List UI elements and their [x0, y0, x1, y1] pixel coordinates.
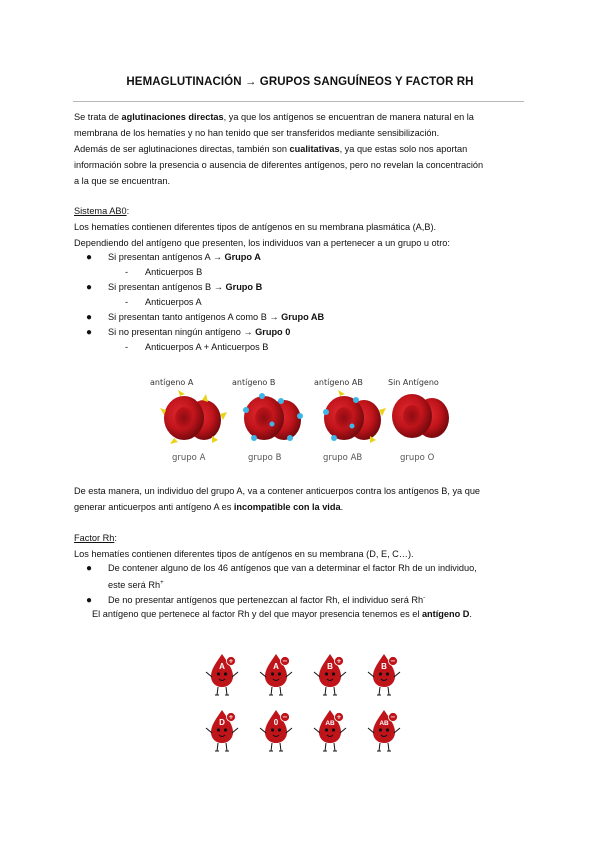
- ab0-bullet-ab: ● Si presentan tanto antígenos A como B → Grupo AB: [86, 312, 325, 323]
- rh-drop-label: D: [219, 718, 225, 727]
- rh-drop-label: B: [327, 662, 333, 671]
- title-divider: [73, 101, 524, 102]
- label-no-antigen: Sin Antígeno: [388, 378, 439, 387]
- intro-line-5: a la que se encuentran.: [74, 176, 171, 186]
- ab0-line-2: Dependiendo del antígeno que presenten, los individuos van a pertenecer a un grupo u otro:: [74, 238, 450, 248]
- rh-drop-2-1: [206, 710, 238, 751]
- rh-drop-sign: −: [390, 713, 396, 722]
- blood-group-figure: [150, 370, 450, 470]
- intro-line-3: Además de ser aglutinaciones directas, también son cualitativas, ya que estas solo nos aportan: [74, 144, 468, 154]
- ab0-sub-b: - Anticuerpos A: [125, 297, 202, 307]
- rh-drop-1-2: [260, 654, 292, 695]
- rh-drop-label: AB: [379, 720, 389, 727]
- label-group-o: grupo O: [400, 453, 435, 463]
- intro-line-1: Se trata de aglutinaciones directas, ya que los antígenos se encuentran de manera natural en la: [74, 112, 474, 122]
- label-group-b: grupo B: [248, 453, 282, 463]
- label-group-ab: grupo AB: [323, 453, 363, 463]
- rh-drop-label: A: [273, 662, 279, 671]
- rh-bullet-2: ● De no presentar antígenos que pertenezcan al factor Rh, el individuo será Rh-: [86, 595, 426, 607]
- ab0-heading: Sistema AB0:: [74, 206, 130, 216]
- ab0-sub-a: - Anticuerpos B: [125, 267, 203, 277]
- rh-drop-sign: +: [228, 713, 234, 722]
- cell-group-b: [243, 393, 303, 441]
- rh-drop-sign: +: [336, 713, 342, 722]
- ab0-conclusion-2: generar anticuerpos anti antígeno A es incompatible con la vida.: [74, 502, 344, 512]
- intro-line-2: membrana de los hematíes y no han tenido que ser transferidos mediante sensibilización.: [74, 128, 440, 138]
- cell-group-o: [392, 394, 449, 438]
- ab0-bullet-a: ● Si presentan antígenos A → Grupo A: [86, 252, 261, 263]
- rh-drop-2-3: [314, 710, 346, 751]
- intro-line-4: información sobre la presencia o ausencia de diferentes antígenos, pero no revelan la concentración: [74, 160, 484, 170]
- label-antigen-b: antígeno B: [232, 378, 276, 387]
- label-antigen-ab: antígeno AB: [314, 378, 363, 387]
- ab0-bullet-0: ● Si no presentan ningún antígeno → Grupo 0: [86, 327, 291, 338]
- ab0-bullet-b: ● Si presentan antígenos B → Grupo B: [86, 282, 263, 293]
- rh-drop-label: A: [219, 662, 225, 671]
- rh-drop-2-2: [260, 710, 292, 751]
- rh-drop-label: AB: [325, 720, 335, 727]
- rh-drop-sign: +: [336, 657, 342, 666]
- rh-bullet-1: ● De contener alguno de los 46 antígenos que van a determinar el factor Rh de un individuo,: [86, 563, 477, 574]
- rh-final-line: El antígeno que pertenece al factor Rh y del que mayor presencia tenemos es el antígeno D.: [92, 609, 472, 619]
- rh-drop-sign: −: [282, 713, 288, 722]
- ab0-conclusion-1: De esta manera, un individuo del grupo A, va a contener anticuerpos contra los antígenos B, ya que: [74, 486, 481, 496]
- cell-group-ab: [323, 390, 386, 443]
- rh-drops-figure: [196, 640, 408, 758]
- rh-drops-illustration: [196, 640, 408, 758]
- rh-drop-sign: −: [282, 657, 288, 666]
- rh-drop-2-4: [368, 710, 400, 751]
- label-antigen-a: antígeno A: [150, 378, 194, 387]
- rh-drop-1-4: [368, 654, 400, 695]
- rh-drop-label: 0: [273, 718, 279, 727]
- rh-heading: Factor Rh:: [74, 533, 117, 543]
- ab0-line-1: Los hematíes contienen diferentes tipos de antígenos en su membrana plasmática (A,B).: [74, 222, 437, 232]
- rh-drop-sign: −: [390, 657, 396, 666]
- cell-group-a: [160, 390, 227, 444]
- rh-drop-label: B: [381, 662, 387, 671]
- ab0-sub-0: - Anticuerpos A + Anticuerpos B: [125, 342, 269, 352]
- rh-drop-sign: +: [228, 657, 234, 666]
- rh-drop-1-3: [314, 654, 346, 695]
- rh-drop-1-1: [206, 654, 238, 695]
- rh-bullet-1-cont: este será Rh+: [108, 580, 164, 591]
- rh-line-1: Los hematíes contienen diferentes tipos de antígenos en su membrana (D, E, C…).: [74, 549, 414, 559]
- page-title: HEMAGLUTINACIÓN → GRUPOS SANGUÍNEOS Y FACTOR RH: [126, 76, 474, 88]
- label-group-a: grupo A: [172, 453, 206, 463]
